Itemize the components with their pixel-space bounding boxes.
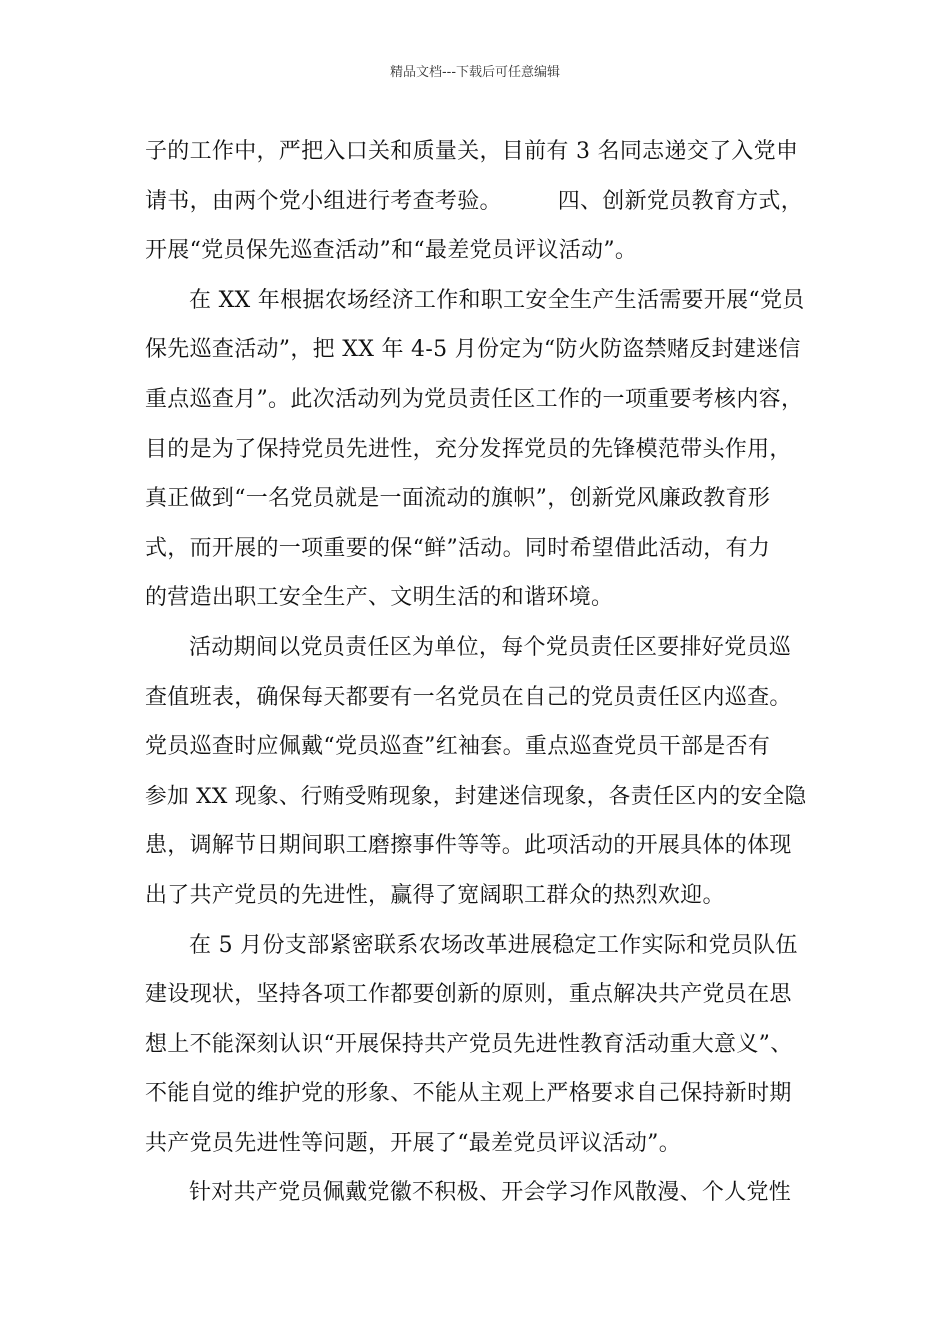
page-header: 精品文档---下载后可任意编辑 [389,65,561,80]
text-line: 患，调解节日期间职工磨擦事件等等。此项活动的开展具体的体现 [145,833,792,859]
text-line: 想上不能深刻认识“开展保持共产党员先进性教育活动重大意义”、 [145,1031,793,1057]
text-line: 参加 XX 现象、行贿受贿现象，封建迷信现象，各责任区内的安全隐 [145,783,807,809]
text-line: 重点巡查月”。此次活动列为党员责任区工作的一项重要考核内容， [145,386,804,412]
text-line: 在 XX 年根据农场经济工作和职工安全生产生活需要开展“党员 [189,287,805,313]
text-line: 在 5 月份支部紧密联系农场改革进展稳定工作实际和党员队伍 [189,932,798,958]
text-line: 活动期间以党员责任区为单位，每个党员责任区要排好党员巡 [189,634,792,660]
text-line: 请书，由两个党小组进行考查考验。 四、创新党员教育方式， [145,188,804,214]
text-line: 党员巡查时应佩戴“党员巡查”红袖套。重点巡查党员干部是否有 [145,734,771,760]
text-line: 保先巡查活动”，把 XX 年 4-5 月份定为“防火防盗禁赌反封建迷信 [145,337,801,363]
text-line: 建设现状，坚持各项工作都要创新的原则，重点解决共产党员在思 [145,982,792,1008]
text-line: 共产党员先进性等问题，开展了“最差党员评议活动”。 [145,1130,681,1156]
text-line: 出了共产党员的先进性，赢得了宽阔职工群众的热烈欢迎。 [145,882,725,908]
text-line: 子的工作中，严把入口关和质量关，目前有 3 名同志递交了入党申 [145,139,799,164]
text-line: 针对共产党员佩戴党徽不积极、开会学习作风散漫、个人党性 [189,1180,792,1206]
text-line: 开展“党员保先巡查活动”和“最差党员评议活动”。 [145,238,638,264]
text-line: 式，而开展的一项重要的保“鲜”活动。同时希望借此活动，有力 [145,535,771,561]
text-line: 真正做到“一名党员就是一面流动的旗帜”，创新党风廉政教育形 [145,486,771,512]
text-line: 目的是为了保持党员先进性，充分发挥党员的先锋模范带头作用， [145,436,792,462]
text-line: 不能自觉的维护党的形象、不能从主观上严格要求自己保持新时期 [145,1081,792,1107]
text-line: 的营造出职工安全生产、文明生活的和谐环境。 [145,585,614,611]
text-line: 查值班表，确保每天都要有一名党员在自己的党员责任区内巡查。 [145,684,792,710]
document-body [145,132,810,1223]
